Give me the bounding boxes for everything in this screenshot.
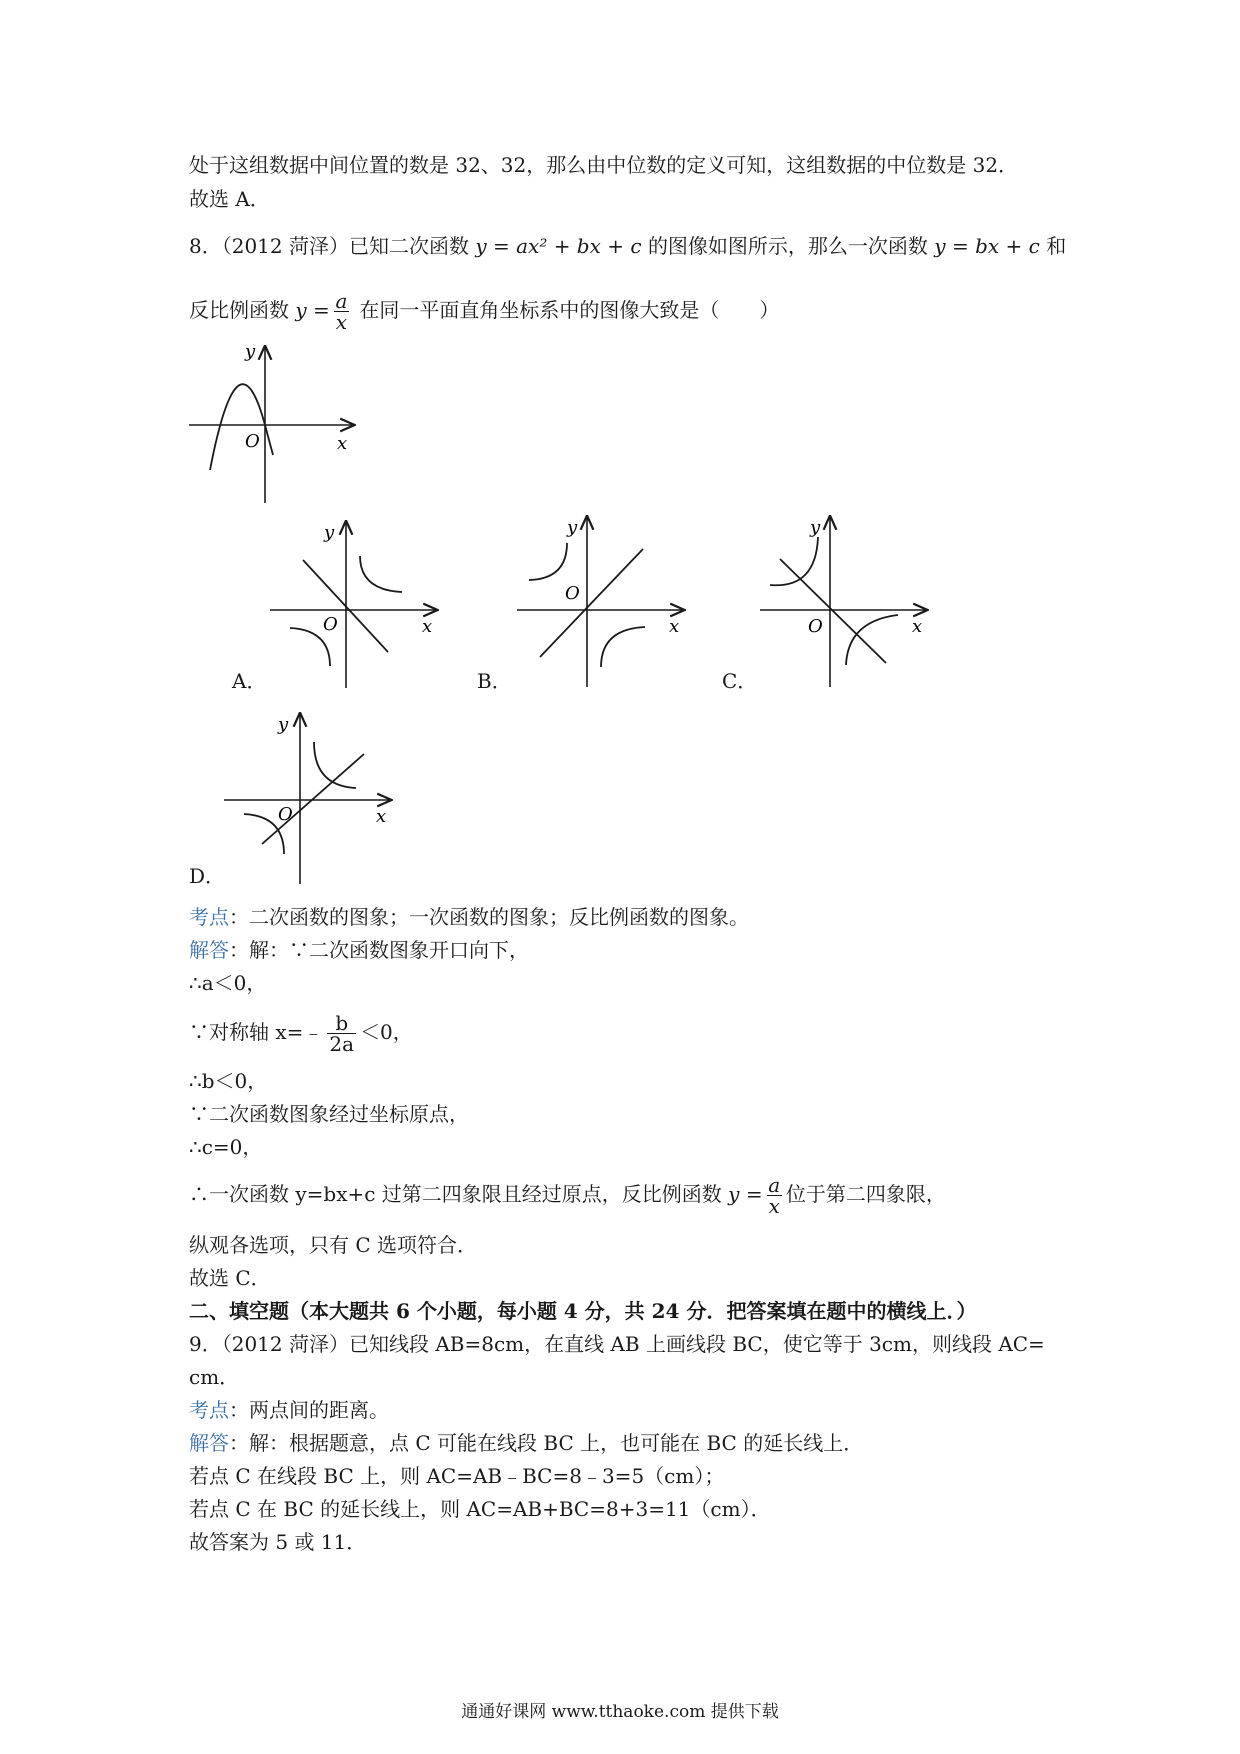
q8-stem-line2 bbox=[189, 288, 779, 332]
prev-solution-line: 处于这组数据中间位置的数是 32、32，那么由中位数的定义可知，这组数据的中位数是 32． bbox=[189, 153, 1019, 177]
q8-step-1: ∴a＜0， bbox=[189, 971, 267, 995]
q9-kaodian-line bbox=[189, 1397, 389, 1423]
option-d-graph bbox=[222, 712, 397, 887]
option-b-graph bbox=[515, 515, 690, 690]
option-b-hyperbola-q4 bbox=[601, 627, 645, 667]
q9-kaodian-text: ：两点间的距离。 bbox=[229, 1398, 389, 1422]
q9-step-1: 若点 C 在线段 BC 上，则 AC=AB﹣BC=8﹣3=5（cm）； bbox=[189, 1464, 725, 1488]
option-d-hyperbola-q1 bbox=[314, 742, 356, 788]
q8-line2-suffix: 在同一平面直角坐标系中的图像大致是（ ） bbox=[359, 298, 780, 322]
q8-step-3: ∴b＜0， bbox=[189, 1069, 268, 1093]
q8-step-2-prefix: ∵对称轴 x=﹣ bbox=[189, 1020, 324, 1044]
q8-step-2-suffix: ＜0， bbox=[360, 1020, 413, 1044]
q8-line2-prefix: 反比例函数 bbox=[189, 298, 289, 322]
option-b-hyperbola-q2 bbox=[529, 543, 567, 580]
q8-linear-expr: y = bx + c bbox=[934, 234, 1040, 258]
q8-prefix: 8．（2012 菏泽）已知二次函数 bbox=[189, 234, 469, 258]
q8-given-graph bbox=[185, 345, 365, 505]
option-a-x-label: x bbox=[422, 616, 433, 637]
q8-kaodian-label: 考点 bbox=[189, 905, 229, 929]
prev-answer-line: 故选 A． bbox=[189, 187, 270, 211]
q8-step-6 bbox=[189, 1172, 946, 1216]
given-y-label: y bbox=[245, 345, 256, 362]
q8-inverse-lhs: y = bbox=[295, 298, 330, 322]
option-a-y-label: y bbox=[324, 522, 335, 543]
q8-step-6-lhs: y = bbox=[728, 1182, 763, 1206]
given-origin-label: O bbox=[245, 431, 260, 452]
q8-step-5: ∴c=0， bbox=[189, 1135, 263, 1159]
q8-jieda-text: ：解：∵二次函数图象开口向下， bbox=[229, 938, 529, 962]
option-c-line bbox=[780, 559, 886, 663]
q8-axis-fraction: $\frac{b}{2a}$ bbox=[329, 1011, 355, 1056]
q8-stem-line1 bbox=[189, 233, 1066, 259]
given-x-label: x bbox=[337, 433, 348, 454]
q9-stem-line2: cm． bbox=[189, 1365, 240, 1389]
q8-step-6-fraction: $\frac{a}{x}$ bbox=[768, 1173, 781, 1218]
q8-jieda-label: 解答 bbox=[189, 938, 229, 962]
option-b-x-label: x bbox=[669, 616, 680, 637]
given-parabola bbox=[210, 384, 273, 470]
option-b-line bbox=[540, 549, 643, 657]
q8-step-6-prefix: ∴一次函数 y=bx+c 过第二四象限且经过原点，反比例函数 bbox=[189, 1182, 722, 1206]
option-b-y-label: y bbox=[567, 517, 578, 538]
q8-step-7: 纵观各选项，只有 C 选项符合． bbox=[189, 1233, 478, 1257]
q9-step-3: 故答案为 5 或 11． bbox=[189, 1530, 367, 1554]
q8-mid: 的图像如图所示，那么一次函数 bbox=[647, 234, 928, 258]
section-2-heading: 二、填空题（本大题共 6 个小题，每小题 4 分，共 24 分．把答案填在题中的横线上．） bbox=[189, 1299, 977, 1323]
option-a-graph bbox=[268, 520, 443, 690]
option-c-label: C． bbox=[722, 669, 758, 693]
q8-jieda-line bbox=[189, 937, 529, 963]
option-b-label: B． bbox=[477, 669, 512, 693]
q8-kaodian-line bbox=[189, 904, 749, 930]
option-c-origin-label: O bbox=[808, 616, 823, 637]
q8-step-8: 故选 C． bbox=[189, 1266, 271, 1290]
option-a-origin-label: O bbox=[323, 614, 338, 635]
q8-step-2 bbox=[189, 1010, 413, 1054]
q9-step-2: 若点 C 在 BC 的延长线上，则 AC=AB+BC=8+3=11（cm）． bbox=[189, 1497, 771, 1521]
q8-suffix: 和 bbox=[1046, 234, 1067, 258]
option-c-x-label: x bbox=[912, 616, 923, 637]
q8-inverse-fraction: $\frac{a}{x}$ bbox=[335, 289, 348, 334]
option-c-hyperbola-q4 bbox=[846, 615, 898, 665]
option-d-y-label: y bbox=[278, 714, 289, 735]
q9-kaodian-label: 考点 bbox=[189, 1398, 229, 1422]
option-d-x-label: x bbox=[376, 806, 387, 827]
option-b-origin-label: O bbox=[565, 583, 580, 604]
q9-jieda-label: 解答 bbox=[189, 1431, 229, 1455]
q8-step-6-suffix: 位于第二四象限， bbox=[785, 1182, 946, 1206]
option-c-hyperbola-q2 bbox=[770, 537, 818, 585]
q9-stem-line1: 9．（2012 菏泽）已知线段 AB=8cm，在直线 AB 上画线段 BC，使它等于 3cm，则线段 AC= bbox=[189, 1332, 1045, 1356]
option-d-origin-label: O bbox=[278, 804, 293, 825]
q9-jieda-line bbox=[189, 1430, 863, 1456]
option-c-y-label: y bbox=[810, 517, 821, 538]
option-d-label: D． bbox=[189, 864, 226, 888]
option-a-label: A． bbox=[232, 669, 267, 693]
q8-kaodian-text: ：二次函数的图象；一次函数的图象；反比例函数的图象。 bbox=[229, 905, 749, 929]
q9-jieda-text: ：解：根据题意，点 C 可能在线段 BC 上，也可能在 BC 的延长线上． bbox=[229, 1431, 864, 1455]
option-a-hyperbola-q1 bbox=[360, 556, 402, 592]
q8-quadratic-expr: y = ax² + bx + c bbox=[475, 234, 642, 258]
page-footer: 通通好课网 www.tthaoke.com 提供下载 bbox=[461, 1702, 779, 1722]
q8-step-4: ∵二次函数图象经过坐标原点， bbox=[189, 1102, 469, 1126]
option-c-graph bbox=[758, 515, 933, 690]
